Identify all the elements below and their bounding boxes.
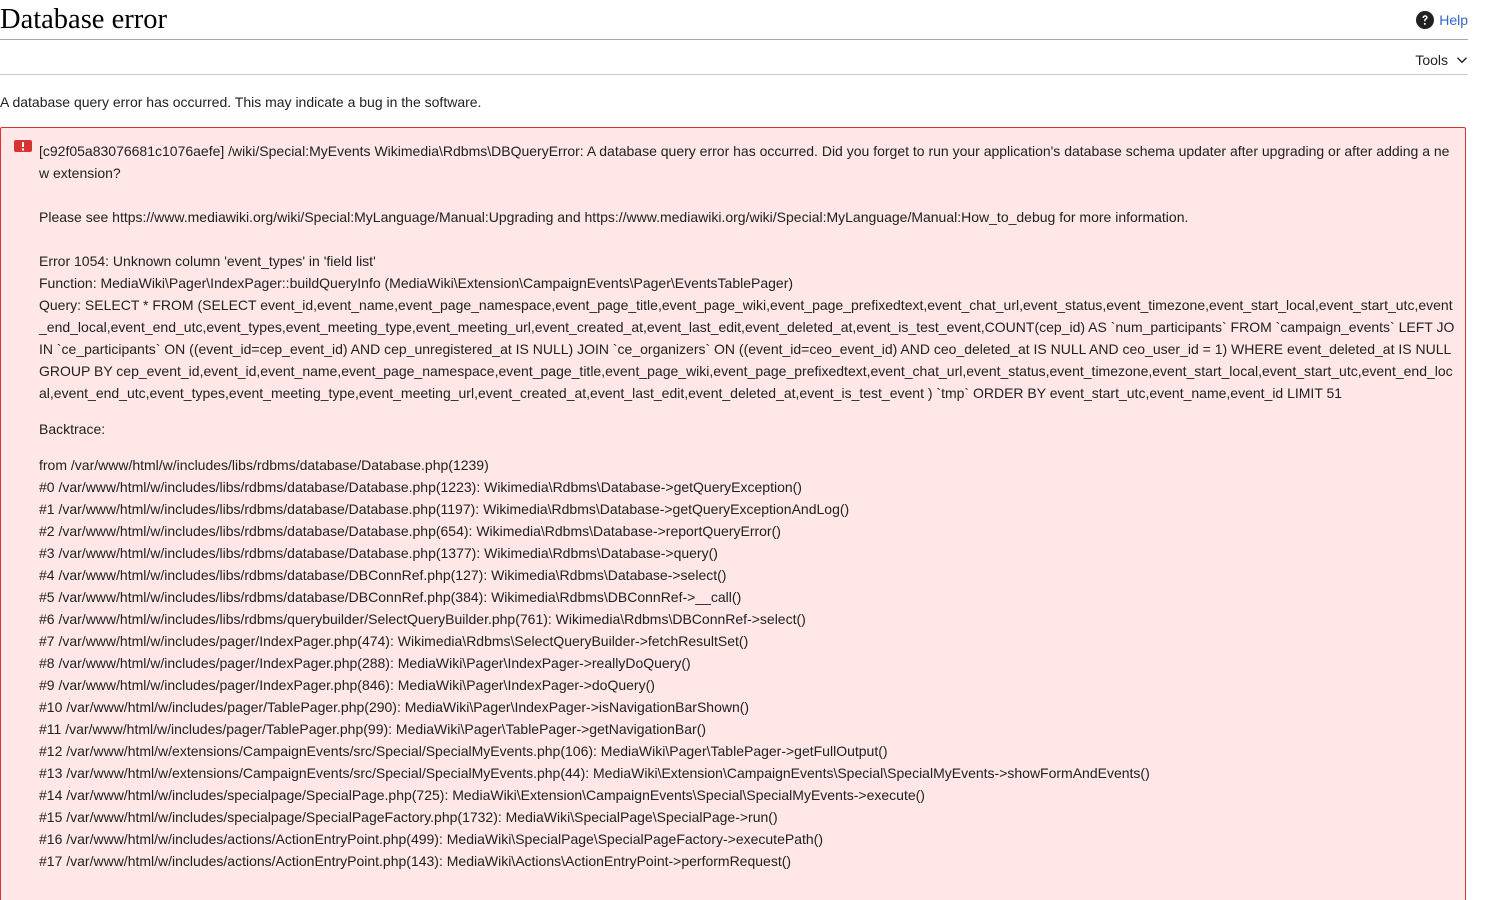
page-title: Database error xyxy=(0,4,167,35)
help-link[interactable] xyxy=(1416,10,1468,30)
error-message-box xyxy=(0,127,1466,900)
error-function-line: Function: MediaWiki\Pager\IndexPager::buildQueryInfo (MediaWiki\Extension\CampaignEvents\Pager\EventsTablePager) xyxy=(39,275,794,291)
error-code-line: Error 1054: Unknown column 'event_types' in 'field list' xyxy=(39,253,376,269)
error-see-also: Please see https://www.mediawiki.org/wiki/Special:MyLanguage/Manual:Upgrading and https://www.mediawiki.org/wiki/Special:MyLanguage/Manual:How_to_debug for more information. xyxy=(39,209,1189,225)
tools-label: Tools xyxy=(1415,52,1448,68)
backtrace-line: #5 /var/www/html/w/includes/libs/rdbms/database/DBConnRef.php(384): Wikimedia\Rdbms\DBConnRef->__call() xyxy=(39,589,742,605)
backtrace-label: Backtrace: xyxy=(39,421,106,437)
backtrace-line: #12 /var/www/html/w/extensions/CampaignEvents/src/Special/SpecialMyEvents.php(106): MediaWiki\Pager\TablePager->getFullOutput() xyxy=(39,743,888,759)
backtrace-line: #0 /var/www/html/w/includes/libs/rdbms/database/Database.php(1223): Wikimedia\Rdbms\Database->getQueryException() xyxy=(39,479,802,495)
backtrace-line: #13 /var/www/html/w/extensions/CampaignEvents/src/Special/SpecialMyEvents.php(44): MediaWiki\Extension\CampaignEvents\Special\SpecialMyEvents->showFormAndEvents() xyxy=(39,765,1150,781)
backtrace-line: #1 /var/www/html/w/includes/libs/rdbms/database/Database.php(1197): Wikimedia\Rdbms\Database->getQueryExceptionAndLog() xyxy=(39,501,850,517)
backtrace-line: #14 /var/www/html/w/includes/specialpage/SpecialPage.php(725): MediaWiki\Extension\CampaignEvents\Special\SpecialMyEvents->execute() xyxy=(39,787,925,803)
backtrace-line: #10 /var/www/html/w/includes/pager/TablePager.php(290): MediaWiki\Pager\IndexPager->isNavigationBarShown() xyxy=(39,699,750,715)
tools-dropdown-button[interactable] xyxy=(1415,50,1468,70)
tools-bar xyxy=(0,40,1468,75)
backtrace-line: #3 /var/www/html/w/includes/libs/rdbms/database/Database.php(1377): Wikimedia\Rdbms\Database->query() xyxy=(39,545,718,561)
error-summary: [c92f05a83076681c1076aefe] /wiki/Special:MyEvents Wikimedia\Rdbms\DBQueryError: A database query error has occurred. Did you forget to run your application's database schema updater after upgrading or after adding a new extension? xyxy=(39,143,1450,181)
page-header xyxy=(0,0,1468,40)
backtrace-line: #15 /var/www/html/w/includes/specialpage/SpecialPageFactory.php(1732): MediaWiki\SpecialPage\SpecialPage->run() xyxy=(39,809,778,825)
backtrace-line: #16 /var/www/html/w/includes/actions/ActionEntryPoint.php(499): MediaWiki\SpecialPage\SpecialPageFactory->executePath() xyxy=(39,831,823,847)
backtrace-line: #7 /var/www/html/w/includes/pager/IndexPager.php(474): Wikimedia\Rdbms\SelectQueryBuilder->fetchResultSet() xyxy=(39,633,749,649)
backtrace-list xyxy=(39,454,1455,872)
backtrace-line: #17 /var/www/html/w/includes/actions/ActionEntryPoint.php(143): MediaWiki\Actions\ActionEntryPoint->performRequest() xyxy=(39,853,792,869)
backtrace-line: #4 /var/www/html/w/includes/libs/rdbms/database/DBConnRef.php(127): Wikimedia\Rdbms\Database->select() xyxy=(39,567,727,583)
backtrace-line: from /var/www/html/w/includes/libs/rdbms/database/Database.php(1239) xyxy=(39,457,489,473)
help-link-label[interactable]: Help xyxy=(1439,12,1468,28)
backtrace-line: #9 /var/www/html/w/includes/pager/IndexPager.php(846): MediaWiki\Pager\IndexPager->doQuery() xyxy=(39,677,655,693)
backtrace-line: #2 /var/www/html/w/includes/libs/rdbms/database/Database.php(654): Wikimedia\Rdbms\Database->reportQueryError() xyxy=(39,523,781,539)
backtrace-line: #11 /var/www/html/w/includes/pager/TablePager.php(99): MediaWiki\Pager\TablePager->getNavigationBar() xyxy=(39,721,707,737)
backtrace-line: #8 /var/www/html/w/includes/pager/IndexPager.php(288): MediaWiki\Pager\IndexPager->reallyDoQuery() xyxy=(39,655,691,671)
intro-message: A database query error has occurred. This may indicate a bug in the software. xyxy=(0,94,482,110)
error-icon xyxy=(14,140,32,152)
error-content xyxy=(39,140,1455,872)
chevron-down-icon xyxy=(1456,54,1468,66)
backtrace-line: #6 /var/www/html/w/includes/libs/rdbms/querybuilder/SelectQueryBuilder.php(761): Wikimedia\Rdbms\DBConnRef->select() xyxy=(39,611,806,627)
error-query-line: Query: SELECT * FROM (SELECT event_id,event_name,event_page_namespace,event_page_title,event_page_wiki,event_page_prefixedtext,event_chat_url,event_status,event_timezone,event_start_local,event_start_utc,event_end_local,event_end_utc,event_types,event_meeting_type,event_meeting_url,event_created_at,event_last_edit,event_deleted_at,event_is_test_event,COUNT(cep_id) AS `num_participants` FROM `campaign_events` LEFT JOIN `ce_participants` ON ((event_id=cep_event_id) AND cep_unregistered_at IS NULL) JOIN `ce_organizers` ON ((event_id=ceo_event_id) AND ceo_deleted_at IS NULL AND ceo_user_id = 1) WHERE event_deleted_at IS NULL GROUP BY cep_event_id,event_id,event_name,event_page_namespace,event_page_title,event_page_wiki,event_page_prefixedtext,event_chat_url,event_status,event_timezone,event_start_local,event_start_utc,event_end_local,event_end_utc,event_types,event_meeting_type,event_meeting_url,event_created_at,event_last_edit,event_deleted_at,event_is_test_event ) `tmp` ORDER BY event_start_utc,event_name,event_id LIMIT 51 xyxy=(39,297,1455,401)
question-circle-icon xyxy=(1416,11,1434,29)
